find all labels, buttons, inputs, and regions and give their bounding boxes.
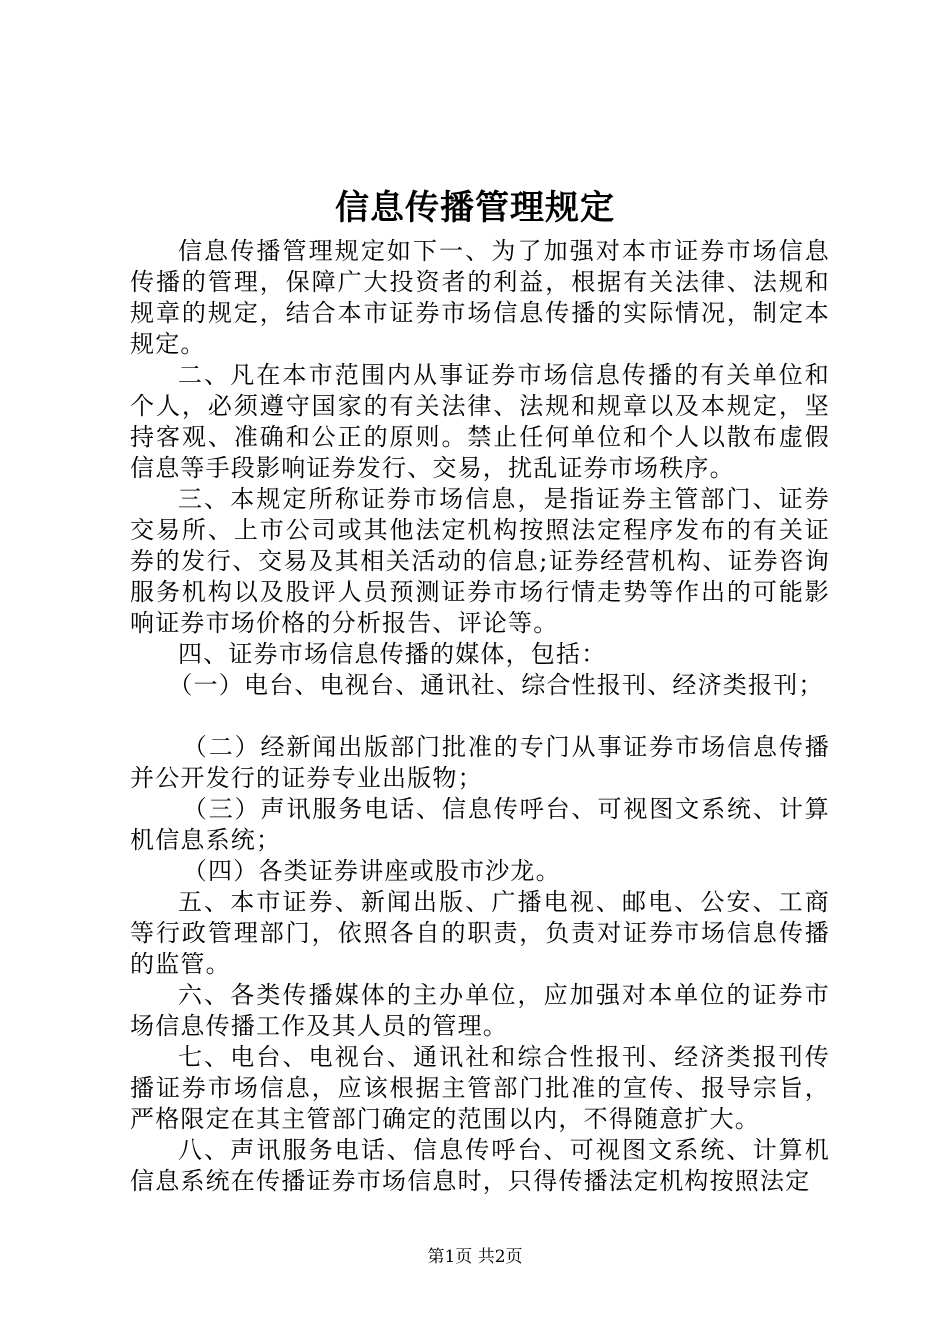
page-footer: 第1页 共2页	[427, 1247, 523, 1267]
paragraph-8: 八、声讯服务电话、信息传呼台、可视图文系统、计算机信息系统在传播证券市场信息时，只得传播法定机构按照法定	[130, 1136, 830, 1195]
blank-line	[130, 701, 830, 732]
paragraph-1: 信息传播管理规定如下一、为了加强对本市证券市场信息传播的管理，保障广大投资者的利益，根据有关法律、法规和规章的规定，结合本市证券市场信息传播的实际情况，制定本规定。	[130, 237, 830, 358]
paragraph-7: 七、电台、电视台、通讯社和综合性报刊、经济类报刊传播证券市场信息，应该根据主管部门批准的宣传、报导宗旨，严格限定在其主管部门确定的范围以内，不得随意扩大。	[130, 1043, 830, 1133]
list-item-3: （三）声讯服务电话、信息传呼台、可视图文系统、计算机信息系统；	[130, 795, 830, 854]
list-item-2: （二）经新闻出版部门批准的专门从事证券市场信息传播并公开发行的证券专业出版物；	[130, 733, 830, 792]
paragraph-5: 五、本市证券、新闻出版、广播电视、邮电、公安、工商等行政管理部门，依照各自的职责，负责对证券市场信息传播的监管。	[130, 888, 830, 978]
paragraph-4: 四、证券市场信息传播的媒体，包括：	[178, 640, 607, 668]
paragraph-3: 三、本规定所称证券市场信息，是指证券主管部门、证券交易所、上市公司或其他法定机构按照法定程序发布的有关证券的发行、交易及其相关活动的信息;证券经营机构、证券咨询服务机构以及股评人员预测证券市场行情走势等作出的可能影响证券市场价格的分析报告、评论等。	[130, 485, 830, 637]
paragraph-2: 二、凡在本市范围内从事证券市场信息传播的有关单位和个人，必须遵守国家的有关法律、法规和规章以及本规定，坚持客观、准确和公正的原则。禁止任何单位和个人以散布虚假信息等手段影响证券发行、交易，扰乱证券市场秩序。	[130, 361, 830, 482]
list-item-1: （一）电台、电视台、通讯社、综合性报刊、经济类报刊；	[168, 671, 824, 699]
document-body	[130, 236, 830, 1197]
document-title: 信息传播管理规定	[335, 188, 615, 228]
list-item-4: （四）各类证券讲座或股市沙龙。	[182, 857, 561, 885]
paragraph-6: 六、各类传播媒体的主办单位，应加强对本单位的证券市场信息传播工作及其人员的管理。	[130, 981, 830, 1040]
